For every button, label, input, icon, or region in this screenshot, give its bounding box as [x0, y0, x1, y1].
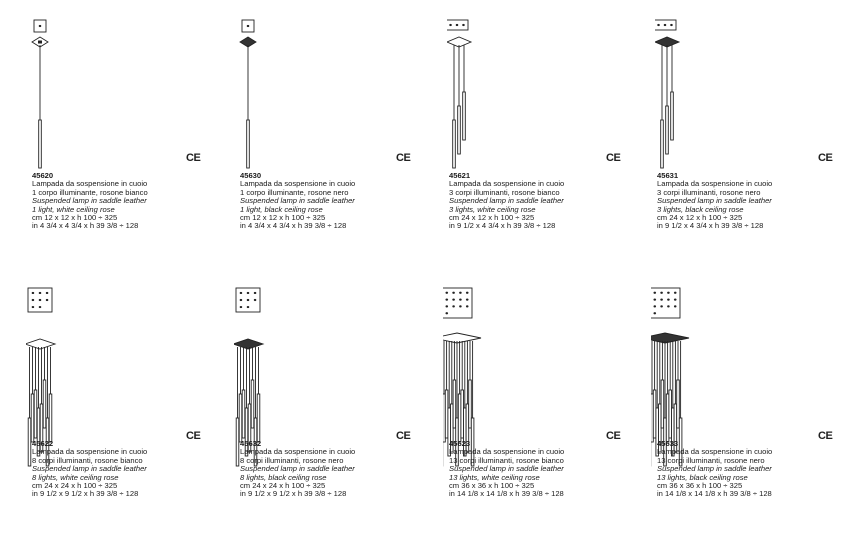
product-dim-in: in 9 1/2 x 4 3/4 x h 39 3/8 ÷ 128	[657, 221, 764, 231]
product-card-45621	[449, 0, 649, 265]
product-description	[449, 440, 564, 499]
product-lights-it: 3 corpi illuminanti, rosone nero	[657, 187, 761, 197]
product-dim-in: in 4 3/4 x 4 3/4 x h 39 3/8 ÷ 128	[32, 221, 139, 231]
product-dim-cm: cm 24 x 12 x h 100 ÷ 325	[657, 213, 743, 223]
product-lights-en: 3 lights, white ceiling rose	[449, 204, 536, 214]
product-code: 45631	[657, 171, 679, 180]
ce-mark: CE	[186, 152, 201, 164]
product-card-45633	[657, 268, 853, 533]
product-dim-in: in 14 1/8 x 14 1/8 x h 39 3/8 ÷ 128	[449, 489, 564, 499]
product-title: Lampada da sospensione in cuoio	[657, 447, 773, 457]
product-card-45622	[32, 268, 232, 533]
product-dim-cm: cm 36 x 36 x h 100 ÷ 325	[657, 481, 743, 491]
product-title-en: Suspended lamp in saddle leather	[240, 464, 355, 474]
product-title-en: Suspended lamp in saddle leather	[657, 464, 772, 474]
product-lights-it: 8 corpi illuminanti, rosone nero	[240, 455, 344, 465]
product-title-en: Suspended lamp in saddle leather	[32, 196, 147, 206]
product-card-45620	[32, 0, 232, 265]
product-title: Lampada da sospensione in cuoio	[449, 447, 565, 457]
ce-mark: CE	[818, 152, 833, 164]
ce-mark: CE	[606, 430, 621, 442]
product-lights-it: 3 corpi illuminanti, rosone bianco	[449, 187, 560, 197]
product-title: Lampada da sospensione in cuoio	[657, 179, 773, 189]
product-dim-cm: cm 24 x 24 x h 100 ÷ 325	[240, 481, 326, 491]
product-lights-en: 1 light, white ceiling rose	[32, 204, 115, 214]
product-code: 45621	[449, 171, 471, 180]
product-description	[657, 172, 772, 231]
product-lights-en: 8 lights, white ceiling rose	[32, 472, 119, 482]
product-dim-cm: cm 36 x 36 x h 100 ÷ 325	[449, 481, 535, 491]
product-lights-en: 13 lights, white ceiling rose	[449, 472, 540, 482]
product-dim-in: in 9 1/2 x 9 1/2 x h 39 3/8 ÷ 128	[32, 489, 139, 499]
product-lights-it: 8 corpi illuminanti, rosone bianco	[32, 455, 143, 465]
product-title: Lampada da sospensione in cuoio	[240, 447, 356, 457]
product-code: 45620	[32, 171, 54, 180]
product-code: 45632	[240, 439, 262, 448]
product-title-en: Suspended lamp in saddle leather	[32, 464, 147, 474]
product-title-en: Suspended lamp in saddle leather	[240, 196, 355, 206]
product-card-45623	[449, 268, 649, 533]
product-dim-cm: cm 24 x 24 x h 100 ÷ 325	[32, 481, 118, 491]
ce-mark: CE	[396, 152, 411, 164]
ce-mark: CE	[606, 152, 621, 164]
product-description	[240, 172, 355, 231]
product-lights-it: 13 corpi illuminanti, rosone bianco	[449, 455, 564, 465]
product-description	[32, 172, 148, 231]
product-code: 45622	[32, 439, 54, 448]
product-lights-en: 13 lights, black ceiling rose	[657, 472, 748, 482]
product-title-en: Suspended lamp in saddle leather	[449, 196, 564, 206]
product-dim-in: in 14 1/8 x 14 1/8 x h 39 3/8 ÷ 128	[657, 489, 772, 499]
product-title: Lampada da sospensione in cuoio	[32, 447, 148, 457]
product-dim-in: in 4 3/4 x 4 3/4 x h 39 3/8 ÷ 128	[240, 221, 347, 231]
ce-mark: CE	[186, 430, 201, 442]
product-title: Lampada da sospensione in cuoio	[32, 179, 148, 189]
product-code: 45623	[449, 439, 471, 448]
product-card-45631	[657, 0, 853, 265]
product-dim-in: in 9 1/2 x 4 3/4 x h 39 3/8 ÷ 128	[449, 221, 556, 231]
ce-mark: CE	[396, 430, 411, 442]
product-card-45632	[240, 268, 440, 533]
product-lights-en: 1 light, black ceiling rose	[240, 204, 323, 214]
product-title-en: Suspended lamp in saddle leather	[449, 464, 564, 474]
product-card-45630	[240, 0, 440, 265]
product-description	[32, 440, 147, 499]
product-description	[449, 172, 564, 231]
product-lights-it: 13 corpi illuminanti, rosone nero	[657, 455, 765, 465]
product-dim-cm: cm 24 x 12 x h 100 ÷ 325	[449, 213, 535, 223]
product-title: Lampada da sospensione in cuoio	[240, 179, 356, 189]
product-description	[657, 440, 772, 499]
product-code: 45630	[240, 171, 262, 180]
product-title-en: Suspended lamp in saddle leather	[657, 196, 772, 206]
product-code: 45633	[657, 439, 679, 448]
product-dim-cm: cm 12 x 12 x h 100 ÷ 325	[32, 213, 118, 223]
product-lights-en: 8 lights, black ceiling rose	[240, 472, 327, 482]
product-title: Lampada da sospensione in cuoio	[449, 179, 565, 189]
product-dim-cm: cm 12 x 12 x h 100 ÷ 325	[240, 213, 326, 223]
product-lights-it: 1 corpo illuminante, rosone nero	[240, 187, 349, 197]
product-lights-it: 1 corpo illuminante, rosone bianco	[32, 187, 148, 197]
ce-mark: CE	[818, 430, 833, 442]
product-description	[240, 440, 355, 499]
product-dim-in: in 9 1/2 x 9 1/2 x h 39 3/8 ÷ 128	[240, 489, 347, 499]
product-lights-en: 3 lights, black ceiling rose	[657, 204, 744, 214]
